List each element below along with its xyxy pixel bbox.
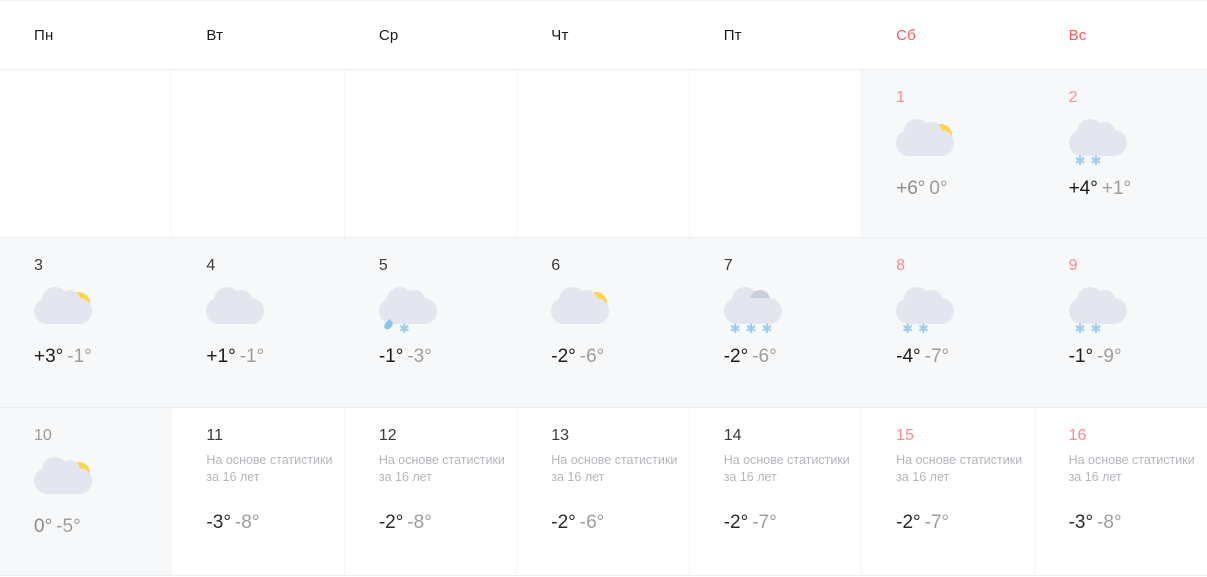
weekday-label: Чт [551,26,569,44]
snow-icon: ✱✱ [902,321,934,336]
day-number: 7 [723,257,733,274]
weekday-label: Ср [378,26,399,44]
day-cell-10[interactable] [0,408,172,575]
weekday-header-wed [345,1,517,69]
temp-high: +3° [34,346,64,367]
day-cell-13[interactable] [517,408,689,575]
weekday-label: Сб [896,26,916,44]
day-number: 14 [723,427,742,444]
day-number: 9 [1068,257,1078,274]
weekday-header-mon [0,1,172,69]
temp-high: -1° [1068,346,1094,367]
day-temperature [34,516,171,538]
day-cell-14[interactable] [690,408,862,575]
temp-high: -2° [551,511,576,533]
snow-icon: ✱✱ [1074,321,1107,336]
day-number: 16 [1068,427,1087,444]
cloud-sun-icon [896,114,986,176]
day-cell-16[interactable] [1035,408,1207,575]
weekday-label: Вс [1068,26,1087,44]
day-temperature [34,346,171,368]
day-cell-empty [0,70,172,237]
temp-low: -6° [579,511,605,533]
day-temperature [1069,346,1207,368]
temp-low: -3° [407,346,432,367]
statistics-note-line1: На основе статистики [378,453,505,467]
temp-high: 0° [34,516,53,537]
day-number: 2 [1068,89,1078,106]
temp-high: +1° [206,346,236,367]
cloud-rain-snow-icon [379,282,469,344]
temp-low: 0° [929,178,948,199]
weekday-header-row [0,0,1207,70]
day-number: 5 [378,257,388,274]
temp-low: -5° [56,516,81,537]
day-temperature [206,346,343,368]
day-cell-11[interactable] [172,408,344,575]
day-cell-empty [517,70,689,237]
weekday-header-thu [517,1,689,69]
cloud-snow-icon [724,282,814,344]
statistics-note [1069,452,1207,486]
snow-icon: ✱✱✱ [729,321,778,336]
statistics-note-line2: за 16 лет [896,469,950,484]
temp-high: -3° [206,511,231,533]
cloud-snow-icon [1069,282,1159,344]
statistics-note-line2: за 16 лет [206,469,260,484]
temp-low: -6° [752,346,777,367]
day-temperature [551,512,688,534]
cloud-sun-icon [551,282,641,344]
cloud-sun-icon [34,282,124,344]
day-temperature [896,346,1033,368]
statistics-note-line2: за 16 лет [378,469,432,484]
calendar-week-row [0,70,1207,238]
temp-low: -7° [924,346,950,367]
statistics-note [896,452,1033,486]
statistics-note-line1: На основе статистики [1068,453,1195,467]
temp-low: +1° [1101,178,1132,199]
temp-high: -2° [896,511,921,533]
temp-high: -1° [378,346,404,367]
weekday-header-fri [690,1,862,69]
day-temperature [551,346,688,368]
day-number: 6 [551,257,561,274]
day-temperature [1069,178,1207,200]
day-number: 12 [378,427,397,444]
temp-low: -1° [239,346,265,367]
cloud-sun-icon [34,452,124,514]
day-number: 10 [34,427,52,444]
day-cell-15[interactable] [862,408,1034,575]
day-cell-empty [690,70,862,237]
day-number: 13 [551,427,570,444]
day-temperature [896,178,1033,200]
temp-low: -8° [234,511,260,533]
temp-low: -7° [924,511,950,533]
temp-low: -6° [579,346,605,367]
temp-high: -3° [1068,511,1094,533]
statistics-note-line1: На основе статистики [551,453,678,467]
day-temperature [1069,512,1207,534]
calendar-week-row [0,408,1207,576]
cloud-snow-icon [896,282,986,344]
statistics-note [724,452,861,486]
day-cell-empty [345,70,517,237]
weekday-label: Пт [723,26,742,44]
day-number: 1 [896,89,906,106]
day-cell-7[interactable] [690,238,862,407]
day-temperature [724,512,861,534]
day-number: 11 [206,427,224,444]
day-number: 8 [896,257,906,274]
temp-high: -2° [551,346,576,367]
day-temperature [379,512,516,534]
statistics-note [551,452,688,486]
statistics-note-line1: На основе статистики [206,453,333,467]
temp-low: -9° [1097,346,1122,367]
day-cell-empty [172,70,344,237]
temp-low: -8° [407,511,432,533]
cloud-icon [206,282,296,344]
temp-low: -7° [752,511,777,533]
day-number: 3 [34,257,43,274]
statistics-note [206,452,343,486]
day-cell-1[interactable] [862,70,1034,237]
statistics-note-line2: за 16 лет [1068,469,1122,484]
day-temperature [724,346,861,368]
temp-high: -2° [723,511,749,533]
temp-high: +6° [896,178,926,199]
statistics-note-line1: На основе статистики [723,453,850,467]
cloud-snow-icon [1069,114,1159,176]
temp-high: -2° [723,346,749,367]
snow-icon: ✱✱ [1074,153,1107,168]
day-cell-9[interactable] [1035,238,1207,407]
weekday-header-sat [862,1,1034,69]
day-number: 15 [896,427,914,444]
day-cell-4[interactable] [172,238,344,407]
day-temperature [896,512,1033,534]
temp-low: -1° [67,346,92,367]
temp-high: -2° [378,511,404,533]
day-cell-6[interactable] [517,238,689,407]
statistics-note-line2: за 16 лет [551,469,605,484]
day-cell-8[interactable] [862,238,1034,407]
day-cell-3[interactable] [0,238,172,407]
statistics-note-line2: за 16 лет [723,469,777,484]
weekday-label: Пн [34,26,54,44]
day-cell-2[interactable] [1035,70,1207,237]
day-temperature [206,512,343,534]
statistics-note-line1: На основе статистики [896,453,1023,467]
temp-low: -8° [1097,511,1122,533]
calendar-week-row [0,238,1207,408]
statistics-note [379,452,516,486]
temp-high: -4° [896,346,921,367]
weekday-label: Вт [206,26,224,44]
day-cell-5[interactable] [345,238,517,407]
temp-high: +4° [1068,178,1098,199]
day-temperature [379,346,516,368]
weekday-header-tue [172,1,344,69]
weekday-header-sun [1035,1,1207,69]
day-cell-12[interactable] [345,408,517,575]
day-number: 4 [206,257,216,274]
snow-icon: ✱ [398,321,415,336]
